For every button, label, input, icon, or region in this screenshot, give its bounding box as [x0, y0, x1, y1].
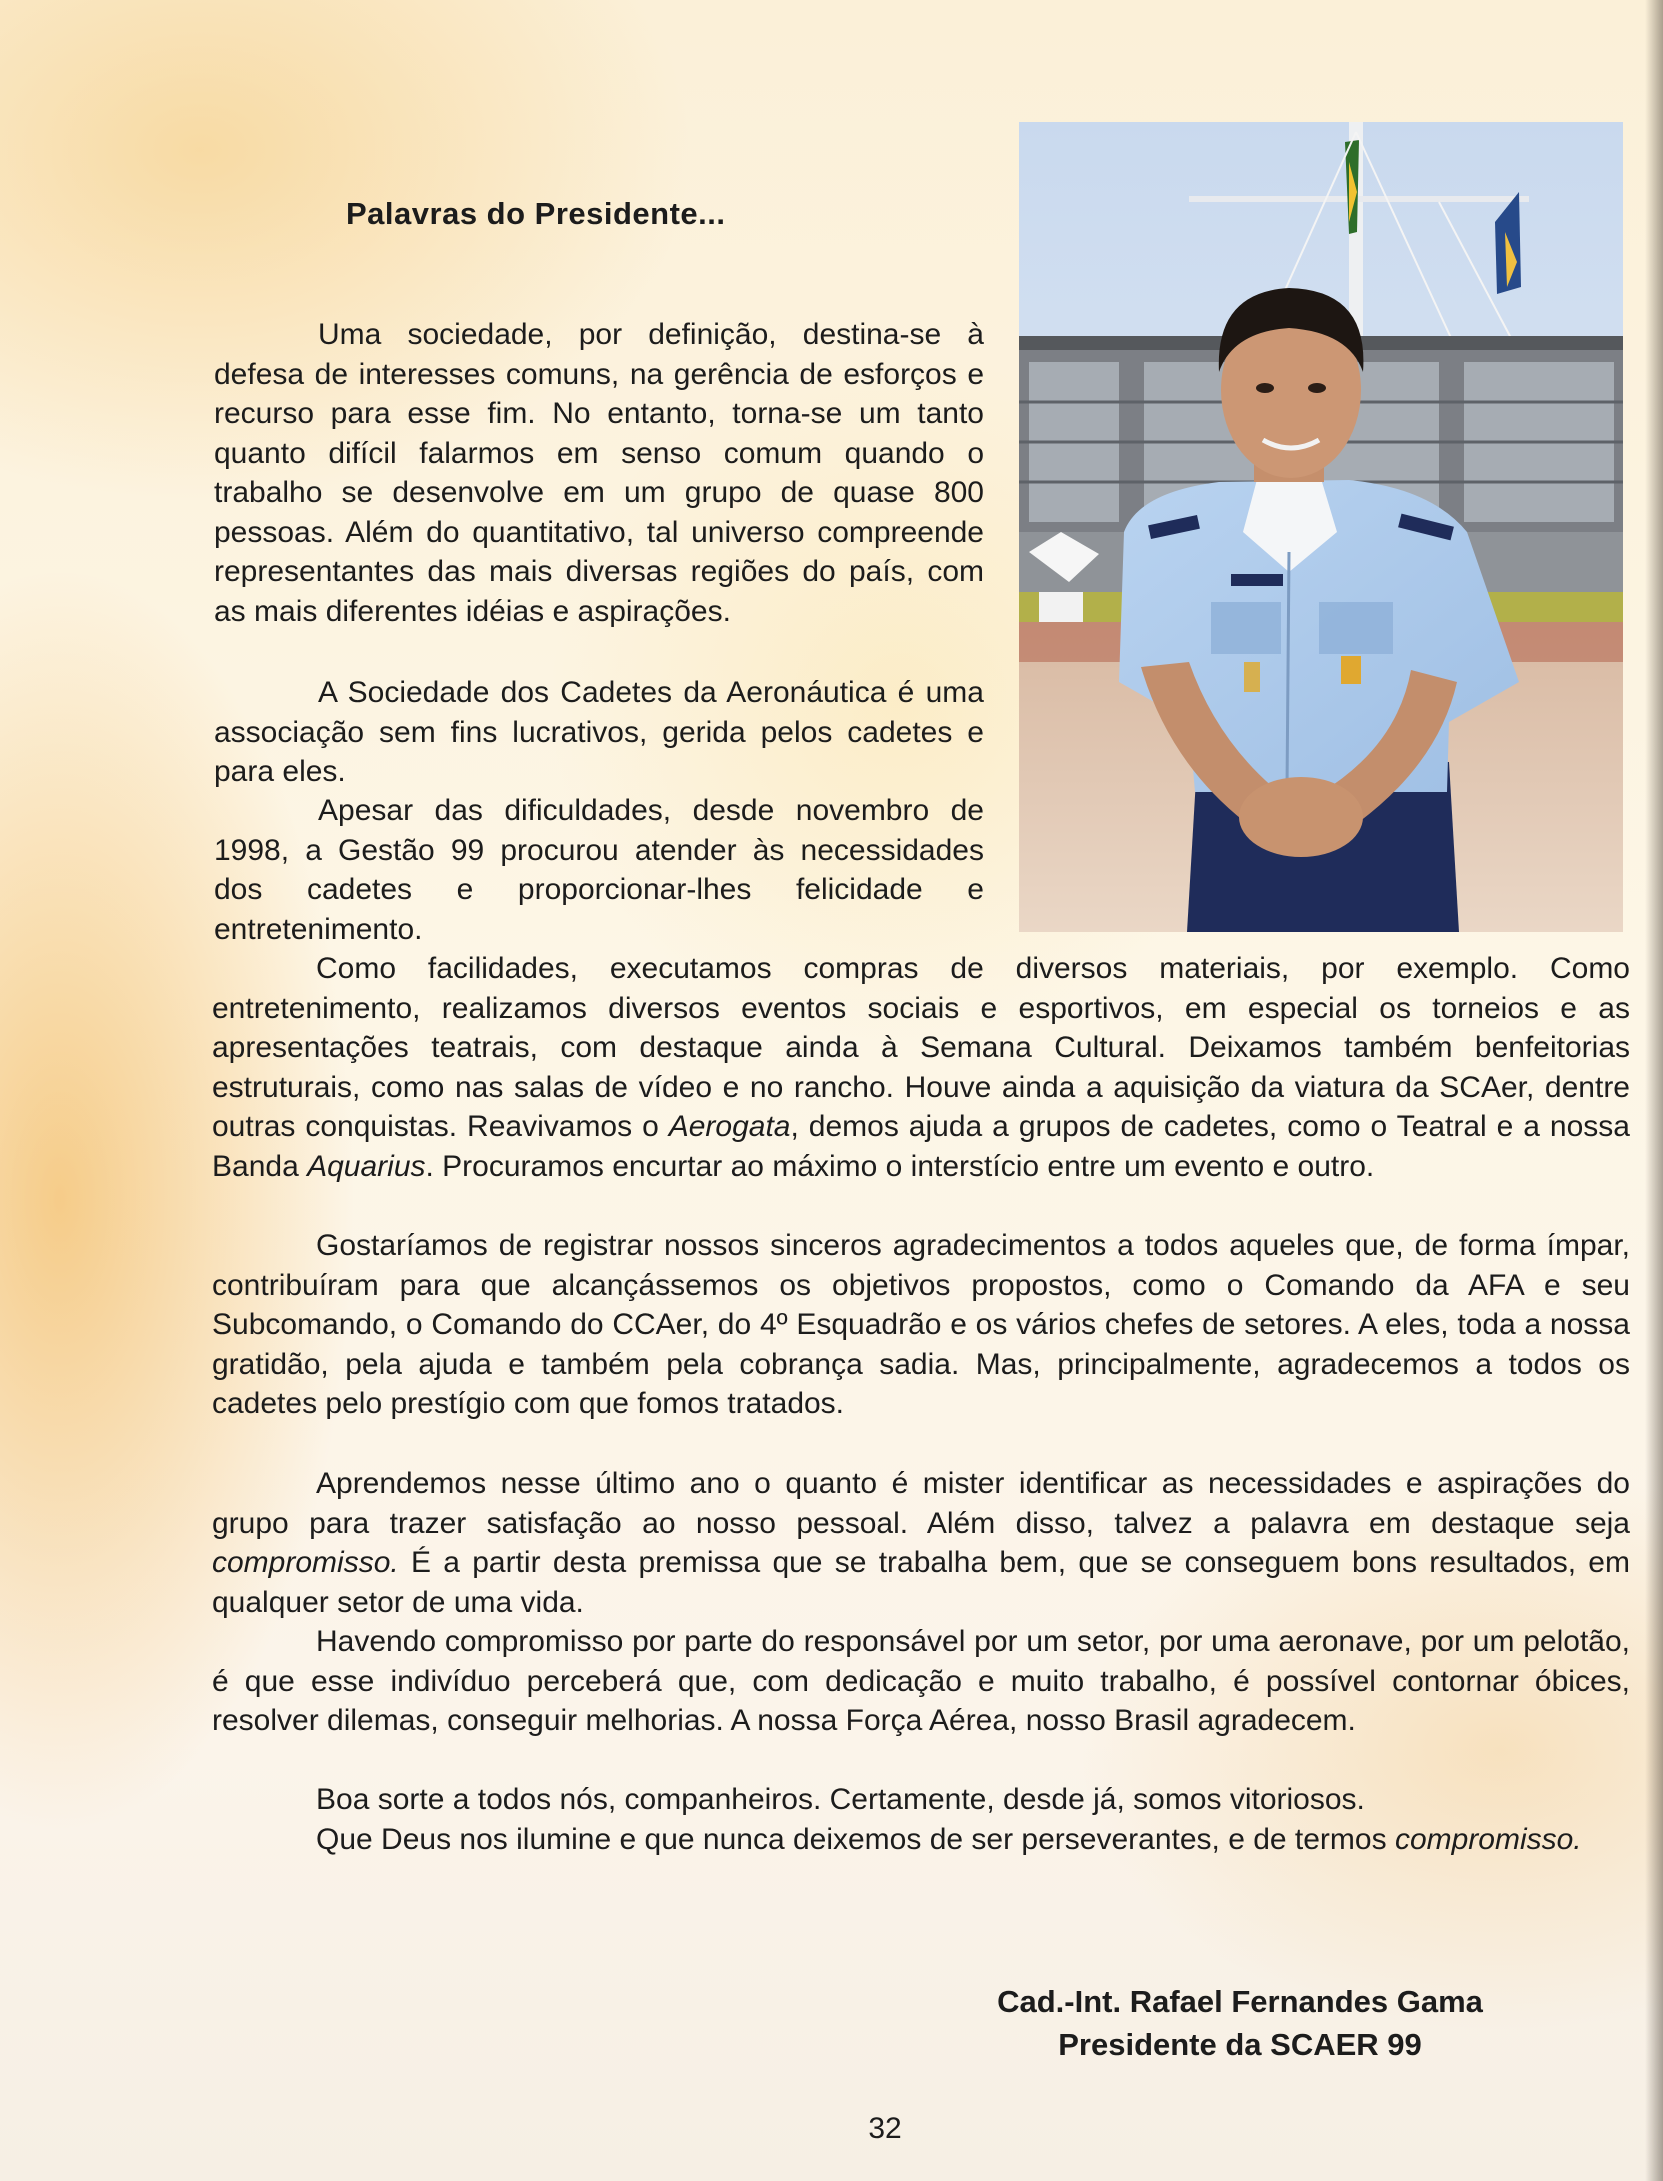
page-binding-shadow: [1645, 0, 1663, 2181]
paragraph-4-text: Como facilidades, executamos compras de diversos materiais, por exemplo. Como entretenimento, realizamos diversos eventos sociais e esportivos, em especial os torneios e as apresentações teatrais, com destaque ainda à Semana Cultural. Deixamos também benfeitorias estruturais, como nas salas de vídeo e no rancho. Houve ainda a aquisição da viatura da SCAer, dentre outras conquistas. Reavivamos o: [212, 952, 1630, 1143]
paragraph-9: [212, 1820, 1630, 1860]
aerogata-italic: Aerogata: [668, 1110, 791, 1143]
paragraph-6-text: É a partir desta premissa que se trabalha bem, que se conseguem bons resultados, em qualquer setor de uma vida.: [212, 1546, 1630, 1619]
page-title: Palavras do Presidente...: [346, 196, 726, 231]
paragraph-4-text: , demos ajuda a grupos de cadetes, como o Teatral e a nossa Banda: [212, 1110, 1630, 1183]
paragraph-6: [212, 1464, 1630, 1622]
president-photo-illustration: [1019, 122, 1623, 932]
paragraph-2: A Sociedade dos Cadetes da Aeronáutica é uma associação sem fins lucrativos, gerida pelos cadetes e para eles.: [214, 676, 984, 788]
signature-block: [880, 1980, 1600, 2066]
paragraph-9-text: Que Deus nos ilumine e que nunca deixemos de ser perseverantes, e de termos: [316, 1823, 1395, 1856]
aquarius-italic: Aquarius: [307, 1149, 426, 1183]
compromisso-italic: compromisso.: [212, 1546, 399, 1579]
paragraph-4: [212, 949, 1630, 1186]
president-photo: [1019, 122, 1623, 932]
paragraph-1: Uma sociedade, por definição, destina-se à defesa de interesses comuns, na gerência de esforços e recurso para esse fim. No entanto, torna-se um tanto quanto difícil falarmos em senso comum quando o trabalho se desenvolve em um grupo de quase 800 pessoas. Além do quantitativo, tal universo compreende representantes das mais diversas regiões do país, com as mais diferentes idéias e aspirações.: [214, 318, 984, 628]
page-number: 32: [868, 2112, 902, 2145]
paragraph-6-text: Aprendemos nesse último ano o quanto é mister identificar as necessidades e aspirações do grupo para trazer satisfação ao nosso pessoal. Além disso, talvez a palavra em destaque seja: [212, 1467, 1630, 1540]
paragraph-4-text: . Procuramos encurtar ao máximo o interstício entre um evento e outro.: [425, 1149, 1375, 1183]
paragraph-8: Boa sorte a todos nós, companheiros. Certamente, desde já, somos vitoriosos.: [316, 1783, 1365, 1816]
paragraph-3: Apesar das dificuldades, desde novembro de 1998, a Gestão 99 procurou atender às necessidades dos cadetes e proporcionar-lhes felicidade e entretenimento.: [214, 794, 984, 946]
compromisso-italic: compromisso.: [1394, 1823, 1582, 1856]
signature-role: Presidente da SCAER 99: [1058, 2027, 1422, 2062]
paragraph-7: Havendo compromisso por parte do responsável por um setor, por uma aeronave, por um pelotão, é que esse indivíduo perceberá que, com dedicação e muito trabalho, é possível contornar óbices, resolver dilemas, conseguir melhorias. A nossa Força Aérea, nosso Brasil agradecem.: [212, 1625, 1630, 1737]
signature-name: Cad.-Int. Rafael Fernandes Gama: [997, 1984, 1483, 2019]
paragraph-5: Gostaríamos de registrar nossos sinceros agradecimentos a todos aqueles que, de forma ímpar, contribuíram para que alcançássemos os objetivos propostos, como o Comando da AFA e seu Subcomando, o Comando do CCAer, do 4º Esquadrão e os vários chefes de setores. A eles, toda a nossa gratidão, pela ajuda e também pela cobrança sadia. Mas, principalmente, agradecemos a todos os cadetes pelo prestígio com que fomos tratados.: [212, 1229, 1630, 1420]
